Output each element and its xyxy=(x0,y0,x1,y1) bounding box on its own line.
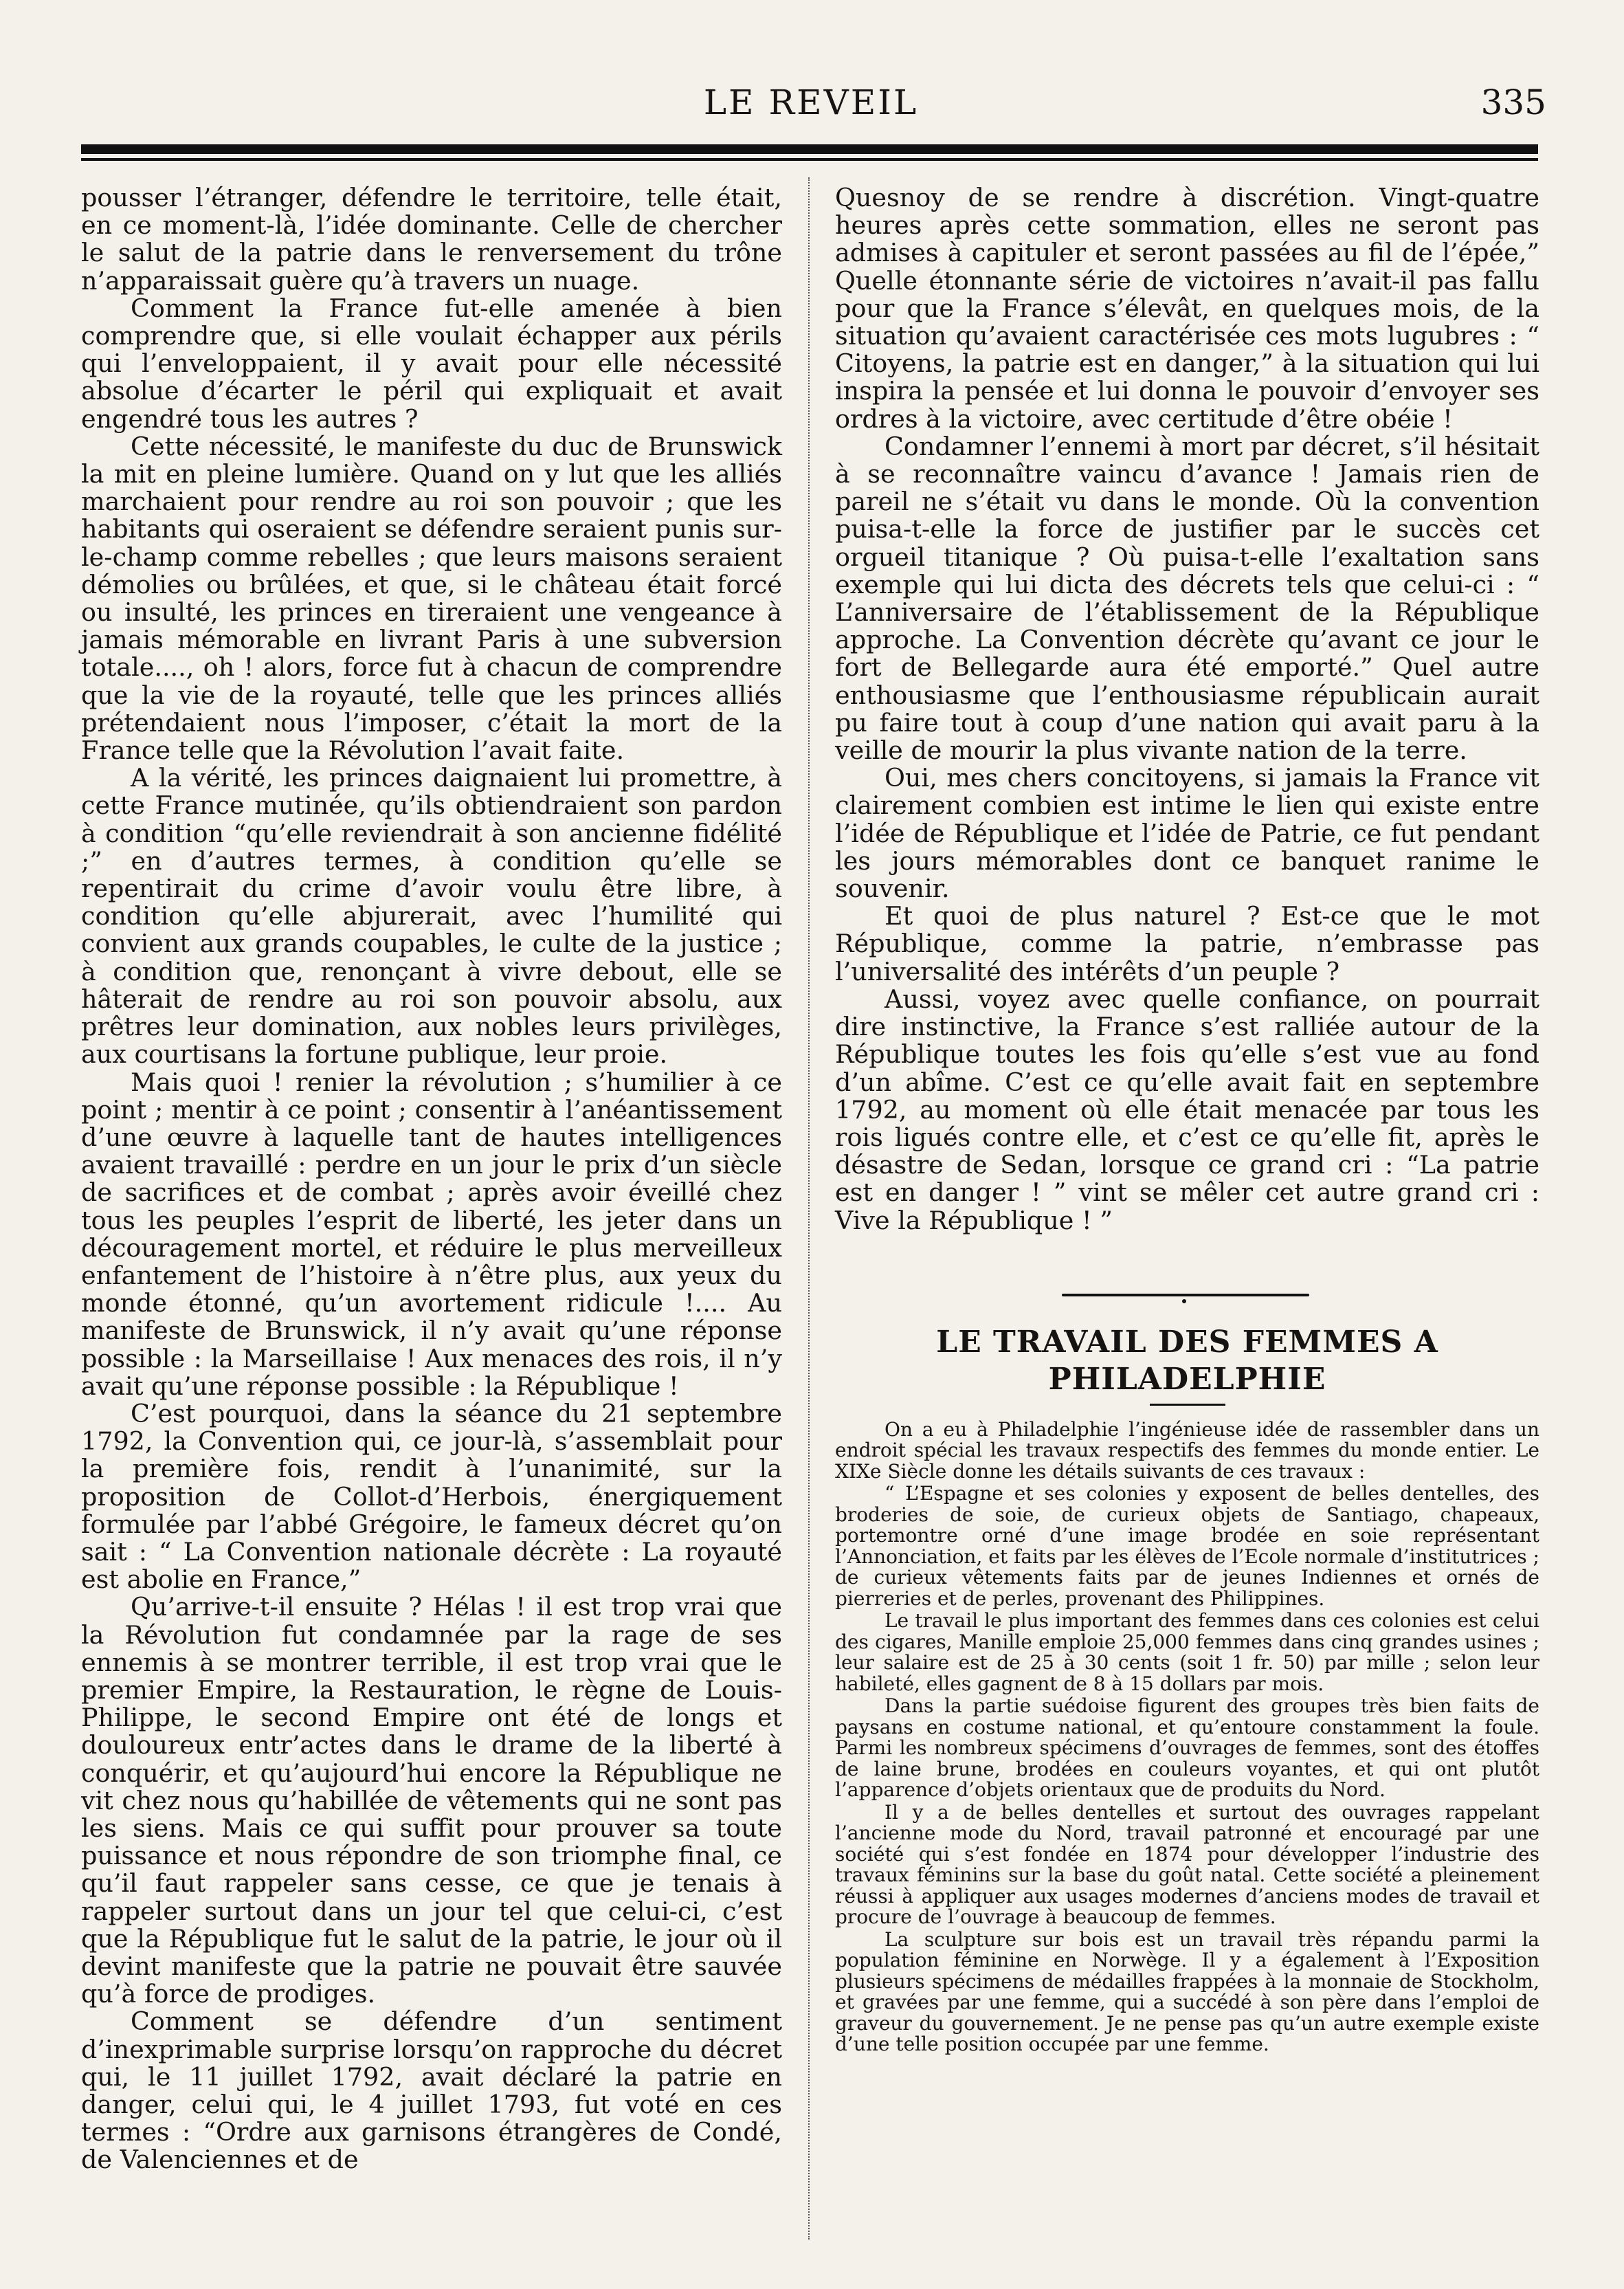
left-paragraph: Qu’arrive-t-il ensuite ? Hélas ! il est trop vrai que la Révolution fut condamnée par la rage de ses ennemis à se montrer terrible, il est trop vrai que le premier Empire, la Restauration, le règne de Louis-Philippe, le second Empire ont été de longs et douloureux entr’actes dans le drame de la liberté à conquérir, et qu’aujourd’hui encore la République ne vit chez nous qu’habillée de vêtements qui ne sont pas les siens. Mais ce qui suffit pour prouver sa toute puissance et nous répondre de son triomphe final, ce qu’il faut rappeler sans cesse, ce que je tenais à rappeler surtout dans un jour tel que celui-ci, c’est que la République fut le salut de la patrie, le jour où il devint manifeste que la patrie ne pouvait être sauvée qu’à force de prodiges. xyxy=(81,1592,782,2009)
left-paragraph: Mais quoi ! renier la révolution ; s’humilier à ce point ; mentir à ce point ; consentir à l’anéantissement d’une œuvre à laquelle tant de hautes intelligences avaient travaillé : perdre en un jour le prix d’un siècle de sacrifices et de combat ; après avoir éveillé chez tous les peuples l’esprit de liberté, les jeter dans un découragement mortel, et réduire le plus merveilleux enfantement de l’histoire à n’être plus, aux yeux du monde étonné, qu’un avortement ridicule !.... Au manifeste de Brunswick, il n’y avait qu’une réponse possible : la Marseillaise ! Aux menaces des rois, il n’y avait qu’une réponse possible : la République ! xyxy=(81,1067,782,1401)
article-paragraph: “ L’Espagne et ses colonies y exposent de belles dentelles, des broderies de soie, de curieux objets de Santiago, chapeaux, portemontre orné d’une image brodée en soie représentant l’Annonciation, et faits par les élèves de l’Ecole normale d’institutrices ; de curieux vêtements faits par de jeunes Indiennes et ornés de pierreries et de perles, provenant des Philippines. xyxy=(835,1482,1539,1610)
right-paragraph: Aussi, voyez avec quelle confiance, on pourrait dire instinctive, la France s’est ralliée autour de la République toutes les fois qu’elle s’est vue au fond d’un abîme. C’est ce qu’elle avait fait en septembre 1792, au moment où elle était menacée par tous les rois ligués contre elle, et c’est ce qu’elle fit, après le désastre de Sedan, lorsque ce grand cri : “La patrie est en danger ! ” vint se mêler cet autre grand cri : Vive la République ! ” xyxy=(835,984,1539,1235)
article-paragraph: Dans la partie suédoise figurent des groupes très bien faits de paysans en costume national, et qu’entoure constamment la foule. Parmi les nombreux spécimens d’ouvrages de femmes, sont des étoffes de laine brune, brodées en couleurs voyantes, et qui ont plutôt l’apparence d’objets orientaux que de produits du Nord. xyxy=(835,1694,1539,1802)
header-rule-thin xyxy=(81,158,1538,161)
page-number: 335 xyxy=(1480,82,1546,122)
article-title-rule xyxy=(1150,1404,1225,1406)
left-paragraph: Comment se défendre d’un sentiment d’inexprimable surprise lorsqu’on rapproche du décret qui, le 11 juillet 1792, avait déclaré la patrie en danger, celui qui, le 4 juillet 1793, fut voté en ces termes : “Ordre aux garnisons étrangères de Condé, de Valenciennes et de xyxy=(81,2006,782,2175)
article-paragraph: Le travail le plus important des femmes dans ces colonies est celui des cigares, Manille emploie 25,000 femmes dans cinq grandes usines ; leur salaire est de 25 à 30 cents (soit 1 fr. 50) par mille ; selon leur habileté, elles gagnent de 8 à 15 dollars par mois. xyxy=(835,1609,1539,1695)
article-title: LE TRAVAIL DES FEMMES A PHILADELPHIE xyxy=(936,1324,1438,1397)
left-paragraph: C’est pourquoi, dans la séance du 21 septembre 1792, la Convention qui, ce jour-là, s’assemblait pour la première fois, rendit à l’unanimité, sur la proposition de Collot-d’Herbois, énergiquement formulée par l’abbé Grégoire, le fameux décret qu’on sait : “ La Convention nationale décrète : La royauté est abolie en France,” xyxy=(81,1398,782,1595)
right-paragraph: Et quoi de plus naturel ? Est-ce que le mot République, comme la patrie, n’embrasse pas l’universalité des intérêts d’un peuple ? xyxy=(835,901,1539,986)
right-paragraph: Quesnoy de se rendre à discrétion. Vingt-quatre heures après cette sommation, elles ne seront pas admises à capituler et seront passées au fil de l’épée,” Quelle étonnante série de victoires n’avait-il pas fallu pour que la France s’élevât, en quelques mois, de la situation qu’avaient caractérisée ces mots lugubres : “ Citoyens, la patrie est en danger,” à la situation qui lui inspira la pensée et lui donna le pouvoir d’envoyer ses ordres à la victoire, avec certitude d’être obéie ! xyxy=(835,183,1539,434)
left-paragraph: A la vérité, les princes daignaient lui promettre, à cette France mutinée, qu’ils obtiendraient son pardon à condition “qu’elle reviendrait à son ancienne fidélité ;” en d’autres termes, à condition qu’elle se repentirait du crime d’avoir voulu être libre, à condition qu’elle abjurerait, avec l’humilité qui convient aux grands coupables, le culte de la justice ; à condition que, renonçant à vivre debout, elle se hâterait de rendre au roi son pouvoir absolu, aux prêtres leur domination, aux nobles leurs privilèges, aux courtisans la fortune publique, leur proie. xyxy=(81,763,782,1070)
left-paragraph: pousser l’étranger, défendre le territoire, telle était, en ce moment-là, l’idée dominante. Celle de chercher le salut de la patrie dans le renversement du trône n’apparaissait guère qu’à travers un nuage. xyxy=(81,183,782,296)
article-paragraph: La sculpture sur bois est un travail très répandu parmi la population féminine en Norwège. Il y a également à l’Exposition plusieurs spécimens de médailles frappées à la monnaie de Stockholm, et gravées par une femme, qui a succédé à son père dans l’emploi de graveur du gouvernement. Je ne pense pas qu’un autre exemple existe d’une telle position occupée par une femme. xyxy=(835,1927,1539,2056)
column-divider xyxy=(808,177,810,2240)
right-paragraph: Condamner l’ennemi à mort par décret, s’il hésitait à se reconnaître vaincu d’avance ! Jamais rien de pareil ne s’était vu dans le monde. Où la convention puisa-t-elle la force de justifier par le succès cet orgueil titanique ? Où puisa-t-elle l’exaltation sans exemple qui lui dicta des décrets tels que celui-ci : “ L’anniversaire de l’établissement de la République approche. La Convention décrète qu’avant ce jour le fort de Bellegarde aura été emporté.” Quel autre enthousiasme que l’enthousiasme républicain aurait pu faire tout à coup d’une nation qui avait paru à la veille de mourir la plus vivante nation de la terre. xyxy=(835,431,1539,766)
right-column xyxy=(835,184,1539,2057)
section-ornament xyxy=(835,1287,1539,1303)
header-rule-thick xyxy=(81,144,1538,154)
article-paragraph: Il y a de belles dentelles et surtout des ouvrages rappelant l’ancienne mode du Nord, travail patronné et encouragé par une société qui s’est fondée en 1874 pour développer l’industrie des travaux féminins sur la base du goût natal. Cette société a pleinement réussi à appliquer aux usages modernes d’anciens modes de travail et procure de l’ouvrage à beaucoup de femmes. xyxy=(835,1800,1539,1929)
article-body xyxy=(835,1419,1539,2055)
left-column xyxy=(81,184,782,2174)
page-header xyxy=(76,82,1546,131)
right-paragraph: Oui, mes chers concitoyens, si jamais la France vit clairement combien est intime le lien qui existe entre l’idée de République et l’idée de Patrie, ce fut pendant les jours mémorables dont ce banquet ranime le souvenir. xyxy=(835,763,1539,904)
journal-title: LE REVEIL xyxy=(703,82,919,122)
left-paragraph: Comment la France fut-elle amenée à bien comprendre que, si elle voulait échapper aux périls qui l’enveloppaient, il y avait pour elle nécessité absolue d’écarter le péril qui expliquait et avait engendré tous les autres ? xyxy=(81,293,782,434)
ornament-dot xyxy=(1182,1299,1186,1303)
left-paragraph: Cette nécessité, le manifeste du duc de Brunswick la mit en pleine lumière. Quand on y lut que les alliés marchaient pour rendre au roi son pouvoir ; que les habitants qui oseraient se défendre seraient punis sur-le-champ comme rebelles ; que leurs maisons seraient démolies ou brûlées, et que, si le château était forcé ou insulté, les princes en tireraient une vengeance à jamais mémorable en livrant Paris à une subversion totale...., oh ! alors, force fut à chacun de comprendre que la vie de la royauté, telle que les princes alliés prétendaient nous l’imposer, c’était la mort de la France telle que la Révolution l’avait faite. xyxy=(81,431,782,766)
ornament-bar xyxy=(1062,1294,1309,1296)
article-paragraph: On a eu à Philadelphie l’ingénieuse idée de rassembler dans un endroit spécial les travaux respectifs des femmes du monde entier. Le XIXe Siècle donne les détails suivants de ces travaux : xyxy=(835,1417,1539,1483)
